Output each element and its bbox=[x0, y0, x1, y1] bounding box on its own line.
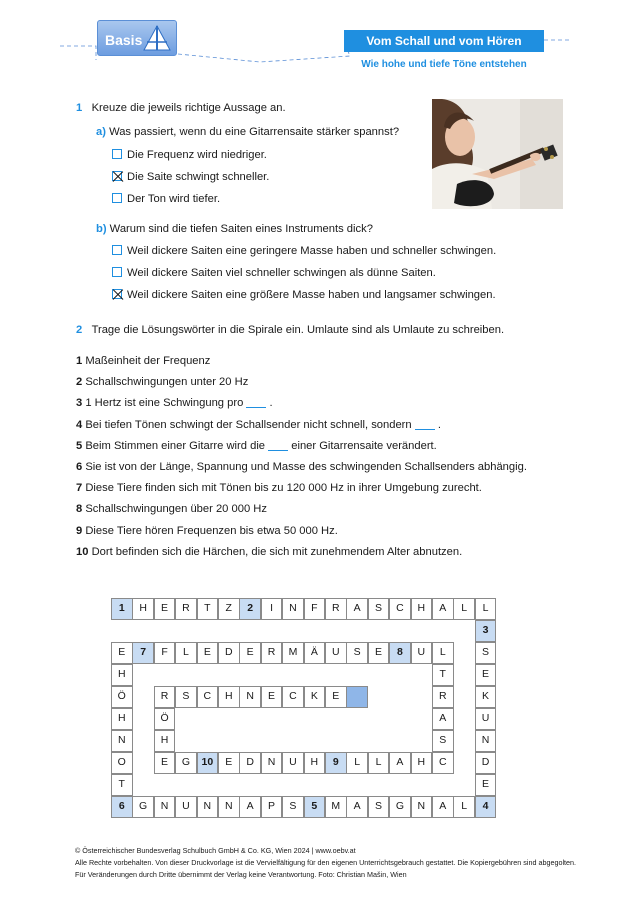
grid-letter-cell[interactable]: N bbox=[154, 796, 176, 818]
spiral-crossword-grid bbox=[111, 598, 497, 819]
grid-letter-cell[interactable]: A bbox=[346, 796, 368, 818]
grid-letter-cell[interactable]: C bbox=[282, 686, 304, 708]
task2-heading bbox=[76, 324, 504, 336]
logo-label: Basis bbox=[105, 32, 143, 48]
grid-letter-cell[interactable]: N bbox=[239, 686, 261, 708]
grid-letter-cell[interactable]: L bbox=[346, 752, 368, 774]
task1-instruction: Kreuze die jeweils richtige Aussage an. bbox=[91, 102, 286, 114]
grid-number-cell[interactable]: 7 bbox=[132, 642, 154, 664]
clue-7: 7 Diese Tiere finden sich mit Tönen bis zu 120 000 Hz in ihrer Umgebung zurecht. bbox=[76, 482, 482, 494]
grid-letter-cell[interactable]: N bbox=[218, 796, 240, 818]
grid-letter-cell[interactable]: E bbox=[239, 642, 261, 664]
grid-letter-cell[interactable]: O bbox=[111, 752, 133, 774]
grid-letter-cell[interactable]: N bbox=[261, 752, 283, 774]
grid-letter-cell[interactable]: T bbox=[111, 774, 133, 796]
grid-letter-cell[interactable]: S bbox=[282, 796, 304, 818]
checkbox-checked[interactable] bbox=[112, 171, 122, 181]
task2-number: 2 bbox=[76, 324, 83, 336]
footer-copyright: © Österreichischer Bundesverlag Schulbuch GmbH & Co. KG, Wien 2024 | www.oebv.at bbox=[75, 846, 356, 855]
clue-5: 5 Beim Stimmen einer Gitarre wird die einer Gitarrensaite verändert. bbox=[76, 440, 437, 452]
grid-letter-cell[interactable]: U bbox=[411, 642, 433, 664]
grid-number-cell[interactable]: 4 bbox=[475, 796, 497, 818]
grid-letter-cell[interactable]: E bbox=[197, 642, 219, 664]
grid-letter-cell[interactable]: R bbox=[432, 686, 454, 708]
grid-letter-cell[interactable]: G bbox=[132, 796, 154, 818]
grid-number-cell[interactable]: 9 bbox=[325, 752, 347, 774]
grid-letter-cell[interactable]: Z bbox=[218, 598, 240, 620]
answer-blank bbox=[246, 398, 266, 408]
grid-letter-cell[interactable]: S bbox=[432, 730, 454, 752]
grid-letter-cell[interactable]: E bbox=[154, 598, 176, 620]
checkbox[interactable] bbox=[112, 245, 122, 255]
grid-letter-cell[interactable]: E bbox=[325, 686, 347, 708]
page-subtitle: Wie hohe und tiefe Töne entstehen bbox=[361, 59, 527, 70]
grid-number-cell[interactable]: 10 bbox=[197, 752, 219, 774]
grid-letter-cell[interactable]: Ä bbox=[304, 642, 326, 664]
grid-letter-cell[interactable]: E bbox=[368, 642, 390, 664]
task1b-option-2[interactable]: Weil dickere Saiten viel schneller schwingen als dünne Saiten. bbox=[112, 267, 436, 279]
grid-letter-cell[interactable]: H bbox=[154, 730, 176, 752]
grid-letter-cell[interactable]: H bbox=[411, 752, 433, 774]
grid-letter-cell[interactable]: N bbox=[411, 796, 433, 818]
checkbox[interactable] bbox=[112, 267, 122, 277]
clue-9: 9 Diese Tiere hören Frequenzen bis etwa 50 000 Hz. bbox=[76, 525, 338, 537]
grid-number-cell[interactable]: 2 bbox=[239, 598, 261, 620]
grid-letter-cell[interactable]: N bbox=[282, 598, 304, 620]
task1a-option-3[interactable]: Der Ton wird tiefer. bbox=[112, 193, 220, 205]
grid-letter-cell[interactable]: M bbox=[282, 642, 304, 664]
page-title-box bbox=[344, 30, 544, 52]
grid-letter-cell[interactable]: N bbox=[197, 796, 219, 818]
task1a-option-2[interactable]: Die Saite schwingt schneller. bbox=[112, 171, 269, 183]
answer-blank bbox=[415, 420, 435, 430]
grid-letter-cell[interactable]: U bbox=[282, 752, 304, 774]
grid-filled-cell[interactable] bbox=[346, 686, 368, 708]
grid-letter-cell[interactable]: L bbox=[432, 642, 454, 664]
grid-number-cell[interactable]: 6 bbox=[111, 796, 133, 818]
footer-disclaimer: Für Veränderungen durch Dritte übernimmt der Verlag keine Verantwortung. Foto: Christian Mašin, Wien bbox=[75, 870, 407, 879]
task2-instruction: Trage die Lösungswörter in die Spirale ein. Umlaute sind als Umlaute zu schreiben. bbox=[91, 324, 505, 336]
grid-letter-cell[interactable]: F bbox=[304, 598, 326, 620]
task1a-label: a) bbox=[96, 126, 106, 138]
grid-letter-cell[interactable]: S bbox=[368, 598, 390, 620]
checkbox[interactable] bbox=[112, 193, 122, 203]
grid-letter-cell[interactable]: U bbox=[475, 708, 497, 730]
grid-letter-cell[interactable]: D bbox=[475, 752, 497, 774]
grid-number-cell[interactable]: 5 bbox=[304, 796, 326, 818]
grid-letter-cell[interactable]: S bbox=[175, 686, 197, 708]
grid-letter-cell[interactable]: R bbox=[175, 598, 197, 620]
grid-letter-cell[interactable]: N bbox=[475, 730, 497, 752]
grid-letter-cell[interactable]: E bbox=[475, 774, 497, 796]
grid-letter-cell[interactable]: R bbox=[261, 642, 283, 664]
grid-letter-cell[interactable]: C bbox=[197, 686, 219, 708]
grid-letter-cell[interactable]: G bbox=[389, 796, 411, 818]
grid-letter-cell[interactable]: H bbox=[111, 708, 133, 730]
task1b-question: Warum sind die tiefen Saiten eines Instruments dick? bbox=[109, 223, 373, 235]
grid-letter-cell[interactable]: F bbox=[154, 642, 176, 664]
grid-letter-cell[interactable]: U bbox=[325, 642, 347, 664]
grid-letter-cell[interactable]: A bbox=[346, 598, 368, 620]
grid-letter-cell[interactable]: I bbox=[261, 598, 283, 620]
grid-letter-cell[interactable]: E bbox=[111, 642, 133, 664]
page-title: Vom Schall und vom Hören bbox=[366, 34, 522, 48]
grid-letter-cell[interactable]: K bbox=[475, 686, 497, 708]
task1a-question-line bbox=[96, 126, 399, 138]
clue-8: 8 Schallschwingungen über 20 000 Hz bbox=[76, 503, 267, 515]
grid-letter-cell[interactable]: K bbox=[304, 686, 326, 708]
grid-letter-cell[interactable]: T bbox=[432, 664, 454, 686]
grid-letter-cell[interactable]: N bbox=[111, 730, 133, 752]
task1b-label: b) bbox=[96, 223, 107, 235]
grid-letter-cell[interactable]: H bbox=[132, 598, 154, 620]
grid-letter-cell[interactable]: G bbox=[175, 752, 197, 774]
clue-10: 10 Dort befinden sich die Härchen, die sich mit zunehmendem Alter abnutzen. bbox=[76, 546, 463, 558]
task1-number: 1 bbox=[76, 102, 83, 114]
grid-letter-cell[interactable]: E bbox=[261, 686, 283, 708]
grid-letter-cell[interactable]: S bbox=[368, 796, 390, 818]
clue-1: 1 Maßeinheit der Frequenz bbox=[76, 355, 211, 367]
grid-letter-cell[interactable]: D bbox=[239, 752, 261, 774]
grid-letter-cell[interactable]: S bbox=[475, 642, 497, 664]
grid-number-cell[interactable]: 8 bbox=[389, 642, 411, 664]
grid-letter-cell[interactable]: A bbox=[389, 752, 411, 774]
task1a-option-1[interactable]: Die Frequenz wird niedriger. bbox=[112, 149, 267, 161]
task1b-option-1[interactable]: Weil dickere Saiten eine geringere Masse haben und schneller schwingen. bbox=[112, 245, 496, 257]
grid-letter-cell[interactable]: A bbox=[239, 796, 261, 818]
grid-letter-cell[interactable]: C bbox=[432, 752, 454, 774]
clue-4: 4 Bei tiefen Tönen schwingt der Schallsender nicht schnell, sondern . bbox=[76, 419, 441, 431]
grid-letter-cell[interactable]: A bbox=[432, 708, 454, 730]
grid-letter-cell[interactable]: U bbox=[175, 796, 197, 818]
task1b-option-3[interactable]: Weil dickere Saiten eine größere Masse haben und langsamer schwingen. bbox=[112, 289, 496, 301]
grid-letter-cell[interactable]: R bbox=[325, 598, 347, 620]
grid-letter-cell[interactable]: Ö bbox=[111, 686, 133, 708]
grid-letter-cell[interactable]: M bbox=[325, 796, 347, 818]
grid-number-cell[interactable]: 3 bbox=[475, 620, 497, 642]
grid-letter-cell[interactable]: L bbox=[175, 642, 197, 664]
answer-blank bbox=[268, 441, 288, 451]
grid-letter-cell[interactable]: L bbox=[453, 796, 475, 818]
task1b-question-line bbox=[96, 223, 373, 235]
task1-heading bbox=[76, 102, 286, 114]
grid-letter-cell[interactable]: H bbox=[411, 598, 433, 620]
grid-letter-cell[interactable]: P bbox=[261, 796, 283, 818]
footer-rights: Alle Rechte vorbehalten. Von dieser Druckvorlage ist die Vervielfältigung für den eigenen Unterrichtsgebrauch gestattet. Die Kopiergebühren sind abgegolten. bbox=[75, 858, 577, 867]
grid-letter-cell[interactable]: E bbox=[154, 752, 176, 774]
grid-letter-cell[interactable]: Ö bbox=[154, 708, 176, 730]
grid-number-cell[interactable]: 1 bbox=[111, 598, 133, 620]
grid-letter-cell[interactable]: A bbox=[432, 598, 454, 620]
grid-letter-cell[interactable]: E bbox=[218, 752, 240, 774]
grid-letter-cell[interactable]: C bbox=[389, 598, 411, 620]
grid-letter-cell[interactable]: D bbox=[218, 642, 240, 664]
clue-2: 2 Schallschwingungen unter 20 Hz bbox=[76, 376, 249, 388]
grid-letter-cell[interactable]: A bbox=[432, 796, 454, 818]
photo-girl-guitar bbox=[432, 99, 563, 209]
clue-3: 3 1 Hertz ist eine Schwingung pro . bbox=[76, 397, 273, 409]
grid-letter-cell[interactable]: T bbox=[197, 598, 219, 620]
grid-letter-cell[interactable]: H bbox=[304, 752, 326, 774]
grid-letter-cell[interactable]: H bbox=[111, 664, 133, 686]
grid-letter-cell[interactable]: E bbox=[475, 664, 497, 686]
grid-letter-cell[interactable]: H bbox=[218, 686, 240, 708]
task1a-question: Was passiert, wenn du eine Gitarrensaite stärker spannst? bbox=[109, 126, 400, 138]
grid-letter-cell[interactable]: S bbox=[346, 642, 368, 664]
checkbox[interactable] bbox=[112, 149, 122, 159]
grid-letter-cell[interactable]: L bbox=[368, 752, 390, 774]
grid-letter-cell[interactable]: L bbox=[453, 598, 475, 620]
grid-letter-cell[interactable]: L bbox=[475, 598, 497, 620]
girl-with-guitar-image bbox=[432, 99, 563, 209]
grid-letter-cell[interactable]: R bbox=[154, 686, 176, 708]
clue-6: 6 Sie ist von der Länge, Spannung und Masse des schwingenden Schallsenders abhängig. bbox=[76, 461, 527, 473]
checkbox-checked[interactable] bbox=[112, 289, 122, 299]
